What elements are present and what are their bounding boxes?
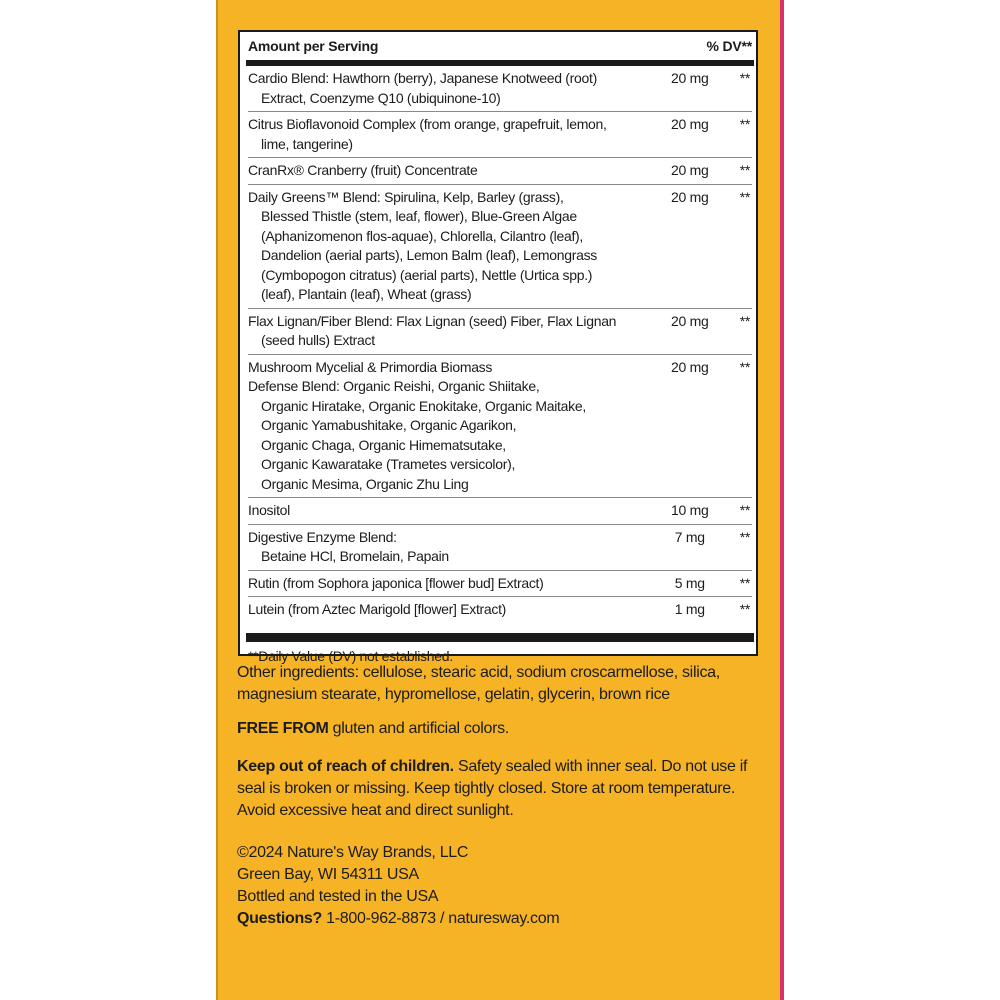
ingredient-name: Flax Lignan/Fiber Blend: Flax Lignan (seed) Fiber, Flax Lignan (seed hulls) Extract [248, 312, 617, 348]
ingredient-name: CranRx® Cranberry (fruit) Concentrate [248, 162, 478, 178]
ingredient-name: Citrus Bioflavonoid Complex (from orange, grapefruit, lemon, lime, tangerine) [248, 116, 607, 152]
ingredient-amount: 10 mg [671, 502, 709, 518]
ingredient-dv: ** [739, 312, 750, 329]
ingredient-row-rutin [248, 571, 752, 598]
warning-statement: Keep out of reach of children. Safety sealed with inner seal. Do not use if seal is broken or missing. Keep tightly closed. Store at room temperature. Avoid excessive heat and direct sunlight. [237, 758, 748, 819]
edge-stripe [780, 0, 784, 1000]
ingredient-dv: ** [739, 188, 750, 205]
ingredient-name: Rutin (from Sophora japonica [flower bud] Extract) [248, 574, 544, 591]
ingredient-amount: 7 mg [674, 528, 705, 545]
supplement-facts-table [238, 30, 758, 664]
ingredient-amount: 20 mg [671, 70, 709, 86]
ingredient-dv: ** [739, 601, 750, 617]
ingredient-row-mushroom [248, 355, 752, 499]
ingredient-name: Daily Greens™ Blend: Spirulina, Kelp, Barley (grass), Blessed Thistle (stem, leaf, flower), Blue-Green Algae (Aphanizomenon flos-aquae), Chlorella, Cilantro (leaf), Dandelion (aerial parts), Lemon Balm (leaf), Lemongrass (Cymbopogon citratus) (aerial parts), Nettle (Urtica spp.) (leaf), Plantain (leaf), Wheat (grass) [248, 188, 597, 302]
ingredient-name: Cardio Blend: Hawthorn (berry), Japanese Knotweed (root) Extract, Coenzyme Q10 (ubiquinone-10) [248, 70, 597, 106]
ingredient-name: Inositol [248, 502, 290, 518]
ingredient-dv: ** [739, 116, 750, 132]
address-line: Green Bay, WI 54311 USA [237, 866, 419, 883]
ingredient-amount: 20 mg [671, 188, 709, 205]
dv-footnote: **Daily Value (DV) not established. [248, 647, 453, 664]
ingredient-name: Lutein (from Aztec Marigold [flower] Extract) [248, 601, 507, 617]
ingredient-row-flax [248, 309, 752, 355]
ingredient-dv: ** [739, 502, 750, 518]
ingredient-dv: ** [739, 358, 750, 375]
ingredient-row-digestive [248, 525, 752, 571]
ingredient-amount: 20 mg [671, 358, 709, 375]
questions-line: Questions? 1-800-962-8873 / naturesway.com [237, 910, 560, 927]
bottom-thick-rule [246, 633, 754, 642]
ingredient-name: Digestive Enzyme Blend: Betaine HCl, Bromelain, Papain [248, 528, 449, 564]
ingredient-row-cranrx [248, 158, 752, 185]
ingredient-row-lutein [248, 597, 752, 623]
bottled-line: Bottled and tested in the USA [237, 888, 439, 905]
free-from-statement: FREE FROM gluten and artificial colors. [237, 720, 509, 737]
ingredient-dv: ** [739, 70, 750, 86]
ingredient-amount: 5 mg [674, 574, 705, 591]
ingredient-row-citrus [248, 112, 752, 158]
amount-per-serving-heading: Amount per Serving [248, 38, 379, 54]
facts-header [248, 32, 752, 60]
ingredient-row-daily-greens [248, 185, 752, 309]
ingredient-row-cardio [248, 66, 752, 112]
ingredient-amount: 20 mg [671, 312, 709, 329]
ingredient-amount: 20 mg [671, 116, 709, 132]
company-info [237, 842, 757, 930]
other-ingredients: Other ingredients: cellulose, stearic acid, sodium croscarmellose, silica, magnesium stearate, hypromellose, gelatin, glycerin, brown rice [237, 664, 720, 703]
ingredient-row-inositol [248, 498, 752, 525]
ingredient-amount: 20 mg [671, 162, 709, 178]
ingredient-dv: ** [739, 528, 750, 545]
ingredient-dv: ** [739, 574, 750, 591]
ingredient-name: Mushroom Mycelial & Primordia Biomass Defense Blend: Organic Reishi, Organic Shiitake, Organic Hiratake, Organic Enokitake, Organic Maitake, Organic Yamabushitake, Organic Agarikon, Organic Chaga, Organic Himematsutake, Organic Kawaratake (Trametes versicolor), Organic Mesima, Organic Zhu Ling [248, 358, 586, 492]
copyright-line: ©2024 Nature's Way Brands, LLC [237, 844, 469, 861]
ingredient-amount: 1 mg [674, 601, 705, 617]
daily-value-heading: % DV** [706, 38, 752, 54]
ingredient-dv: ** [739, 162, 750, 178]
